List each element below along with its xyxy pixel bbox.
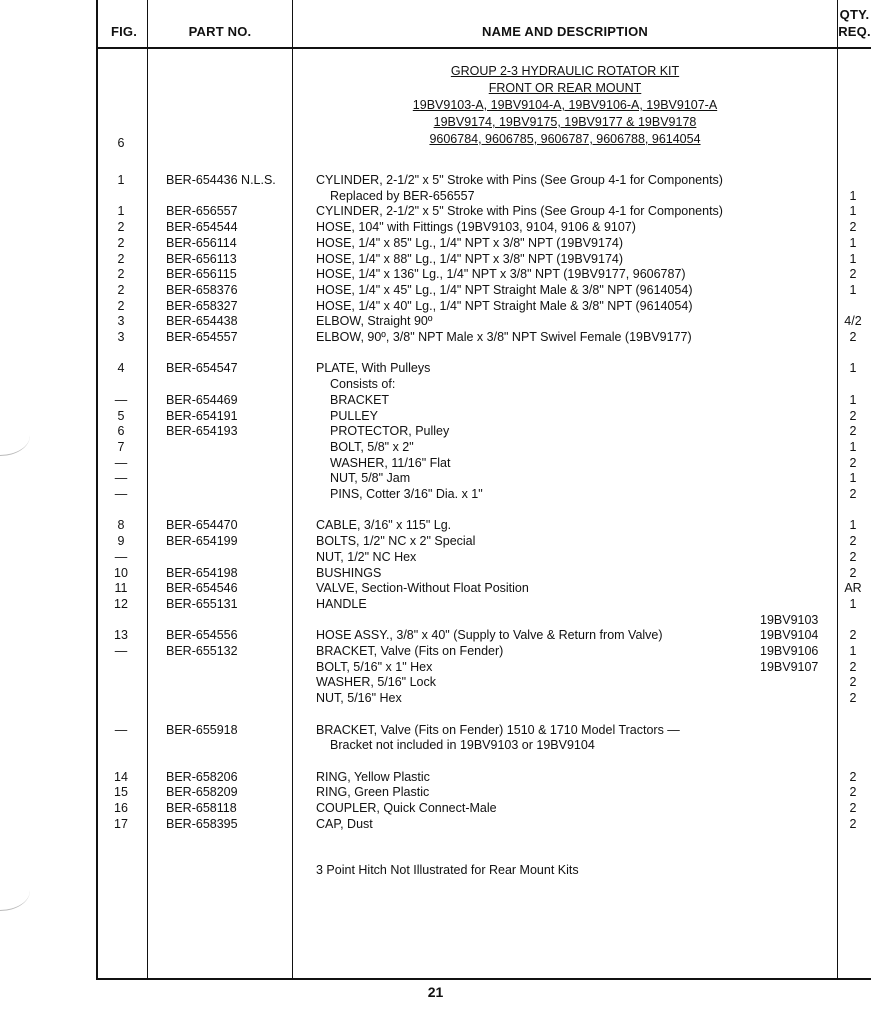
header-name-description: NAME AND DESCRIPTION [481, 24, 649, 39]
part-number: BER-654436 N.L.S. [166, 173, 276, 187]
quantity: 1 [849, 518, 857, 533]
quantity: 2 [849, 424, 857, 439]
part-description: HOSE, 1/4" x 85" Lg., 1/4" NPT x 3/8" NPT (19BV9174) [316, 235, 624, 250]
part-number: BER-654470 [166, 518, 238, 533]
part-description: PULLEY [330, 408, 378, 423]
part-description: HOSE, 1/4" x 45" Lg., 1/4" NPT Straight Male & 3/8" NPT (9614054) [316, 282, 693, 297]
quantity: 2 [849, 691, 857, 706]
part-description: CYLINDER, 2-1/2" x 5" Stroke with Pins (See Group 4-1 for Components) [316, 204, 723, 219]
model-number: 19BV9103 [760, 612, 819, 627]
footnote: 3 Point Hitch Not Illustrated for Rear Mount Kits [316, 863, 579, 877]
quantity: 2 [849, 220, 857, 235]
header-qty: QTY. [839, 7, 870, 22]
fig-number: 2 [117, 235, 125, 250]
part-description: WASHER, 5/16" Lock [316, 675, 436, 690]
fig-number: 5 [117, 408, 125, 423]
part-description: RING, Yellow Plastic [316, 769, 430, 784]
quantity: 1 [849, 204, 857, 219]
quantity: 2 [849, 455, 857, 470]
quantity: 1 [849, 188, 857, 203]
part-description: BRACKET, Valve (Fits on Fender) [316, 644, 504, 658]
fig-number: 7 [117, 439, 125, 454]
part-number: BER-654191 [166, 408, 238, 423]
part-number: BER-654546 [166, 581, 238, 596]
part-number: BER-654199 [166, 534, 238, 549]
quantity: 2 [849, 408, 857, 423]
header-req: REQ. [838, 24, 871, 39]
part-number: BER-655918 [166, 722, 238, 737]
part-description: CAP, Dust [316, 816, 373, 831]
fig-number: — [114, 455, 128, 470]
part-description: BUSHINGS [316, 565, 382, 580]
part-description: BRACKET [330, 392, 390, 407]
fig-number: — [114, 471, 128, 486]
quantity: 1 [849, 361, 857, 376]
part-number: BER-658395 [166, 816, 238, 831]
part-description: NUT, 1/2" NC Hex [316, 549, 417, 564]
part-description: BRACKET, Valve (Fits on Fender) 1510 & 1710 Model Tractors — [316, 722, 680, 737]
part-number: BER-658327 [166, 298, 238, 313]
quantity: 1 [849, 644, 857, 658]
quantity: 2 [849, 675, 857, 690]
part-number: BER-654547 [166, 361, 238, 376]
part-description: BOLT, 5/16" x 1" Hex [316, 659, 433, 674]
fig-number: — [114, 549, 128, 564]
part-description: Replaced by BER-656557 [330, 188, 475, 203]
part-number: BER-655132 [166, 644, 238, 658]
part-description: HOSE, 1/4" x 88" Lg., 1/4" NPT x 3/8" NPT (19BV9174) [316, 251, 624, 266]
part-number: BER-656113 [166, 251, 237, 266]
quantity: 1 [849, 251, 857, 266]
fig-number: — [114, 722, 128, 737]
fig-number: 1 [117, 173, 125, 187]
title-line: 19BV9174, 19BV9175, 19BV9177 & 19BV9178 [433, 115, 697, 129]
part-number: BER-658118 [166, 801, 237, 815]
quantity: 2 [849, 565, 857, 580]
part-description: ELBOW, Straight 90º [316, 314, 433, 329]
part-description: BOLTS, 1/2" NC x 2" Special [316, 534, 476, 549]
model-number: 19BV9107 [760, 659, 819, 674]
binder-hole-mark [0, 870, 30, 911]
fig-number: 17 [114, 816, 128, 831]
part-description: PROTECTOR, Pulley [330, 424, 450, 439]
part-description: CABLE, 3/16" x 115" Lg. [316, 518, 452, 533]
quantity: 1 [849, 282, 857, 297]
part-description: COUPLER, Quick Connect-Male [316, 801, 497, 815]
model-number: 19BV9104 [760, 628, 819, 643]
part-description: ELBOW, 90º, 3/8" NPT Male x 3/8" NPT Swivel Female (19BV9177) [316, 330, 692, 344]
part-number: BER-654556 [166, 628, 238, 643]
quantity: 2 [849, 487, 857, 501]
part-number: BER-656114 [166, 235, 237, 250]
fig-number: 11 [114, 581, 128, 596]
part-description: BOLT, 5/8" x 2" [330, 439, 414, 454]
fig-number: 2 [117, 220, 125, 235]
quantity: AR [844, 581, 862, 596]
fig-number: 12 [114, 596, 128, 611]
part-number: BER-654469 [166, 392, 238, 407]
fig-number: 13 [114, 628, 128, 643]
part-number: BER-658376 [166, 282, 238, 297]
quantity: 2 [849, 549, 857, 564]
quantity: 2 [849, 628, 857, 643]
quantity: 4/2 [844, 314, 862, 329]
quantity: 1 [849, 439, 857, 454]
part-description: NUT, 5/16" Hex [316, 691, 402, 706]
title-line: 9606784, 9606785, 9606787, 9606788, 9614054 [429, 132, 701, 146]
part-description: HOSE, 1/4" x 136" Lg., 1/4" NPT x 3/8" NPT (19BV9177, 9606787) [316, 267, 686, 282]
part-description: VALVE, Section-Without Float Position [316, 581, 529, 596]
part-number: BER-658206 [166, 769, 238, 784]
fig-number: 1 [117, 204, 125, 219]
quantity: 2 [849, 816, 857, 831]
part-number: BER-654198 [166, 565, 238, 580]
quantity: 1 [849, 596, 857, 611]
part-description: HOSE, 104" with Fittings (19BV9103, 9104, 9106 & 9107) [316, 220, 636, 235]
part-number: BER-654438 [166, 314, 238, 329]
part-number: BER-654544 [166, 220, 238, 235]
fig-number: — [114, 487, 128, 501]
part-description: WASHER, 11/16" Flat [330, 455, 451, 470]
quantity: 2 [849, 801, 857, 815]
fig-number: 4 [117, 361, 125, 376]
part-description: HOSE ASSY., 3/8" x 40" (Supply to Valve & Return from Valve) [316, 628, 663, 643]
part-description: HANDLE [316, 596, 367, 611]
part-number: BER-655131 [166, 596, 238, 611]
fig-number: 3 [117, 314, 125, 329]
quantity: 1 [849, 392, 857, 407]
column-divider [147, 0, 148, 978]
fig-number: 6 [117, 424, 125, 439]
fig-number: 15 [114, 785, 128, 800]
fig-number: 9 [117, 534, 125, 549]
header-separator [96, 47, 871, 49]
part-number: BER-656557 [166, 204, 238, 219]
title-line: FRONT OR REAR MOUNT [488, 81, 642, 95]
title-line: GROUP 2-3 HYDRAULIC ROTATOR KIT [450, 64, 680, 78]
fig-number: 2 [117, 251, 125, 266]
binder-hole-mark [0, 415, 30, 456]
part-description: CYLINDER, 2-1/2" x 5" Stroke with Pins (See Group 4-1 for Components) [316, 173, 723, 187]
page-number: 21 [427, 984, 444, 1000]
quantity: 2 [849, 534, 857, 549]
quantity: 1 [849, 235, 857, 250]
part-description: Consists of: [330, 377, 396, 392]
part-description: PINS, Cotter 3/16" Dia. x 1" [330, 487, 483, 501]
part-number: BER-656115 [166, 267, 237, 282]
model-number: 19BV9106 [760, 644, 819, 658]
fig-number: 14 [114, 769, 128, 784]
quantity: 2 [849, 330, 857, 344]
title-line: 19BV9103-A, 19BV9104-A, 19BV9106-A, 19BV9107-A [412, 98, 718, 112]
fig-number: 10 [114, 565, 128, 580]
part-description: RING, Green Plastic [316, 785, 430, 800]
fig-number: 16 [114, 801, 128, 815]
quantity: 2 [849, 267, 857, 282]
fig-number: 3 [117, 330, 125, 344]
header-part-no: PART NO. [188, 24, 252, 39]
fig-number: — [114, 644, 128, 658]
quantity: 1 [849, 471, 857, 486]
part-description: Bracket not included in 19BV9103 or 19BV9104 [330, 738, 595, 753]
quantity: 2 [849, 769, 857, 784]
fig-number: 8 [117, 518, 125, 533]
part-number: BER-654193 [166, 424, 238, 439]
quantity: 2 [849, 785, 857, 800]
quantity: 2 [849, 659, 857, 674]
part-description: HOSE, 1/4" x 40" Lg., 1/4" NPT Straight Male & 3/8" NPT (9614054) [316, 298, 693, 313]
fig-number: 2 [117, 282, 125, 297]
fig-number: 2 [117, 298, 125, 313]
title-fig-number: 6 [117, 136, 125, 150]
column-divider [292, 0, 293, 978]
part-description: PLATE, With Pulleys [316, 361, 431, 376]
part-number: BER-658209 [166, 785, 238, 800]
header-fig: FIG. [110, 24, 138, 39]
part-description: NUT, 5/8" Jam [330, 471, 411, 486]
part-number: BER-654557 [166, 330, 238, 344]
fig-number: — [114, 392, 128, 407]
fig-number: 2 [117, 267, 125, 282]
